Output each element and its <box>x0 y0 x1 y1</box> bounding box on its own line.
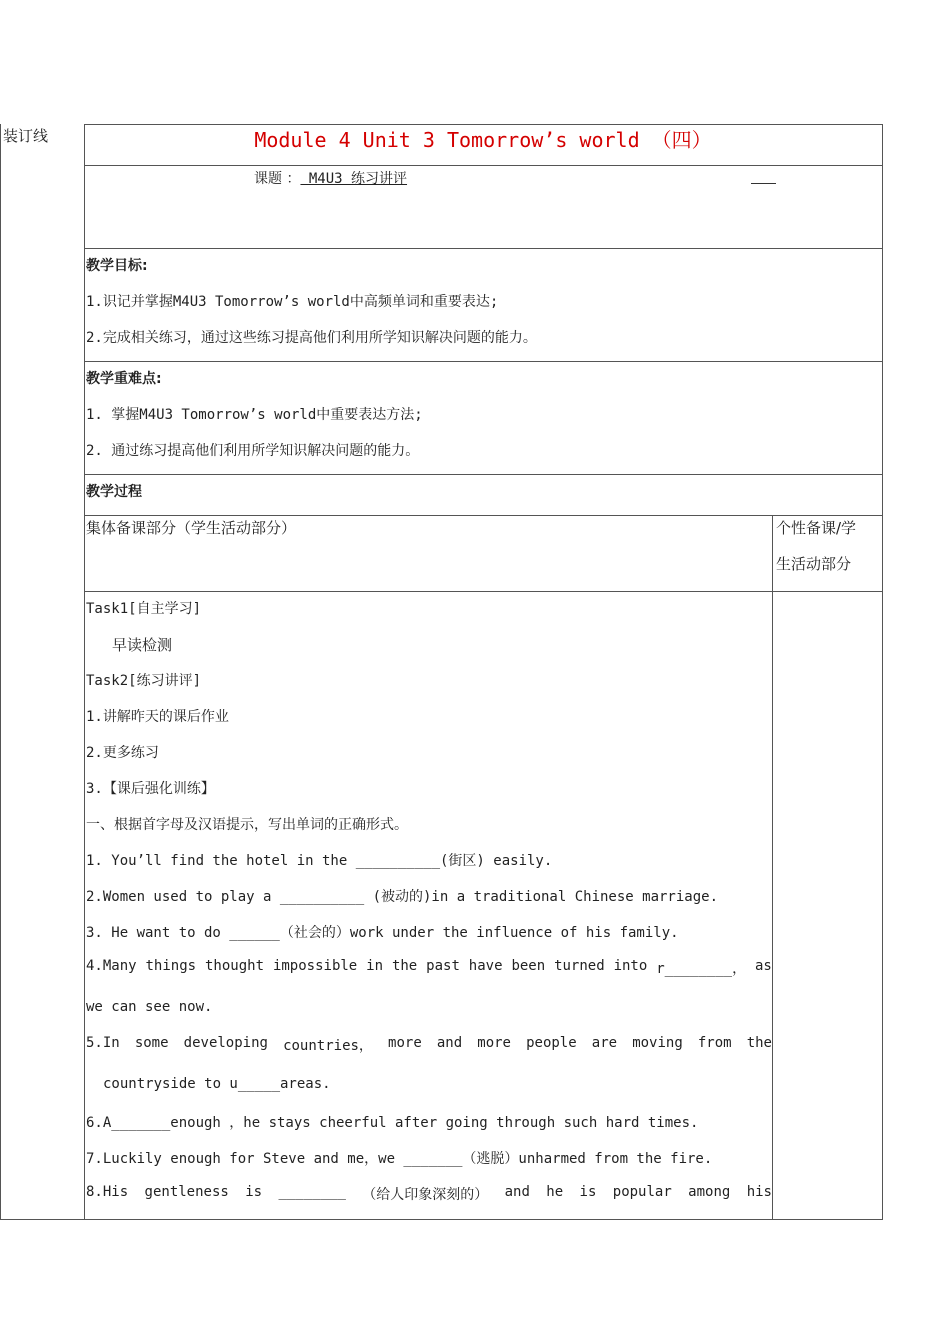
question-5: 5.In some developing countries， more and more people are moving from the <box>86 1035 772 1054</box>
step-1: 1.讲解昨天的课后作业 <box>86 709 229 725</box>
bottom-border <box>0 1219 883 1220</box>
task2-heading: Task2[练习讲评] <box>86 673 202 689</box>
row-divider-process <box>84 515 883 516</box>
topic-value: M4U3 练习讲评 <box>300 171 408 187</box>
task1-subitem: 早读检测 <box>112 636 173 654</box>
topic-row <box>254 168 407 188</box>
key-points-heading: 教学重难点: <box>86 371 162 387</box>
question-3: 3. He want to do ______（社会的）work under the influence of his family. <box>86 925 679 941</box>
key-point-item-1: 1. 掌握M4U3 Tomorrow’s world中重要表达方法; <box>86 407 423 423</box>
column-header-right-line1: 个性备课/学 <box>776 519 857 537</box>
part1-instructions: 一、根据首字母及汉语提示，写出单词的正确形式。 <box>86 817 408 833</box>
question-4: 4.Many things thought impossible in the past have been turned into r________， as <box>86 958 772 977</box>
column-divider <box>772 515 773 1220</box>
topic-label: 课题 ： <box>254 171 301 187</box>
process-heading: 教学过程 <box>86 484 142 500</box>
question-5-continuation: countryside to u_____areas. <box>103 1076 331 1092</box>
table-left-border <box>84 124 85 1220</box>
row-divider-topic <box>84 248 883 249</box>
question-6: 6.A_______enough ，he stays cheerful after going through such hard times. <box>86 1115 699 1131</box>
objective-item-2: 2.完成相关练习，通过这些练习提高他们利用所学知识解决问题的能力。 <box>86 330 537 346</box>
blank-line <box>751 183 776 184</box>
row-divider-keypoints <box>84 474 883 475</box>
question-8: 8.His gentleness is ________ （给人印象深刻的） and he is popular among his <box>86 1184 772 1203</box>
row-divider-columns <box>84 591 883 592</box>
objective-item-1: 1.识记并掌握M4U3 Tomorrow’s world中高频单词和重要表达; <box>86 294 499 310</box>
page-title: Module 4 Unit 3 Tomorrow’s world （四） <box>254 128 712 152</box>
task1-heading: Task1[自主学习] <box>86 601 202 617</box>
question-2: 2.Women used to play a __________ (被动的)in a traditional Chinese marriage. <box>86 889 719 905</box>
question-4-continuation: we can see now. <box>86 999 213 1015</box>
row-divider-title <box>84 165 883 166</box>
step-2: 2.更多练习 <box>86 745 159 761</box>
row-divider-objectives <box>84 361 883 362</box>
binding-line-label: 装订线 <box>3 127 49 145</box>
objectives-heading: 教学目标: <box>86 258 148 274</box>
table-right-border <box>882 124 883 1220</box>
column-header-right-line2: 生活动部分 <box>776 555 852 573</box>
step-3: 3.【课后强化训练】 <box>86 781 215 797</box>
column-header-left: 集体备课部分（学生活动部分） <box>86 519 297 537</box>
key-point-item-2: 2. 通过练习提高他们利用所学知识解决问题的能力。 <box>86 443 420 459</box>
question-1: 1. You’ll find the hotel in the __________(街区) easily. <box>86 853 553 869</box>
question-7: 7.Luckily enough for Steve and me，we _______（逃脱）unharmed from the fire. <box>86 1151 713 1167</box>
left-margin-border <box>0 124 1 1220</box>
